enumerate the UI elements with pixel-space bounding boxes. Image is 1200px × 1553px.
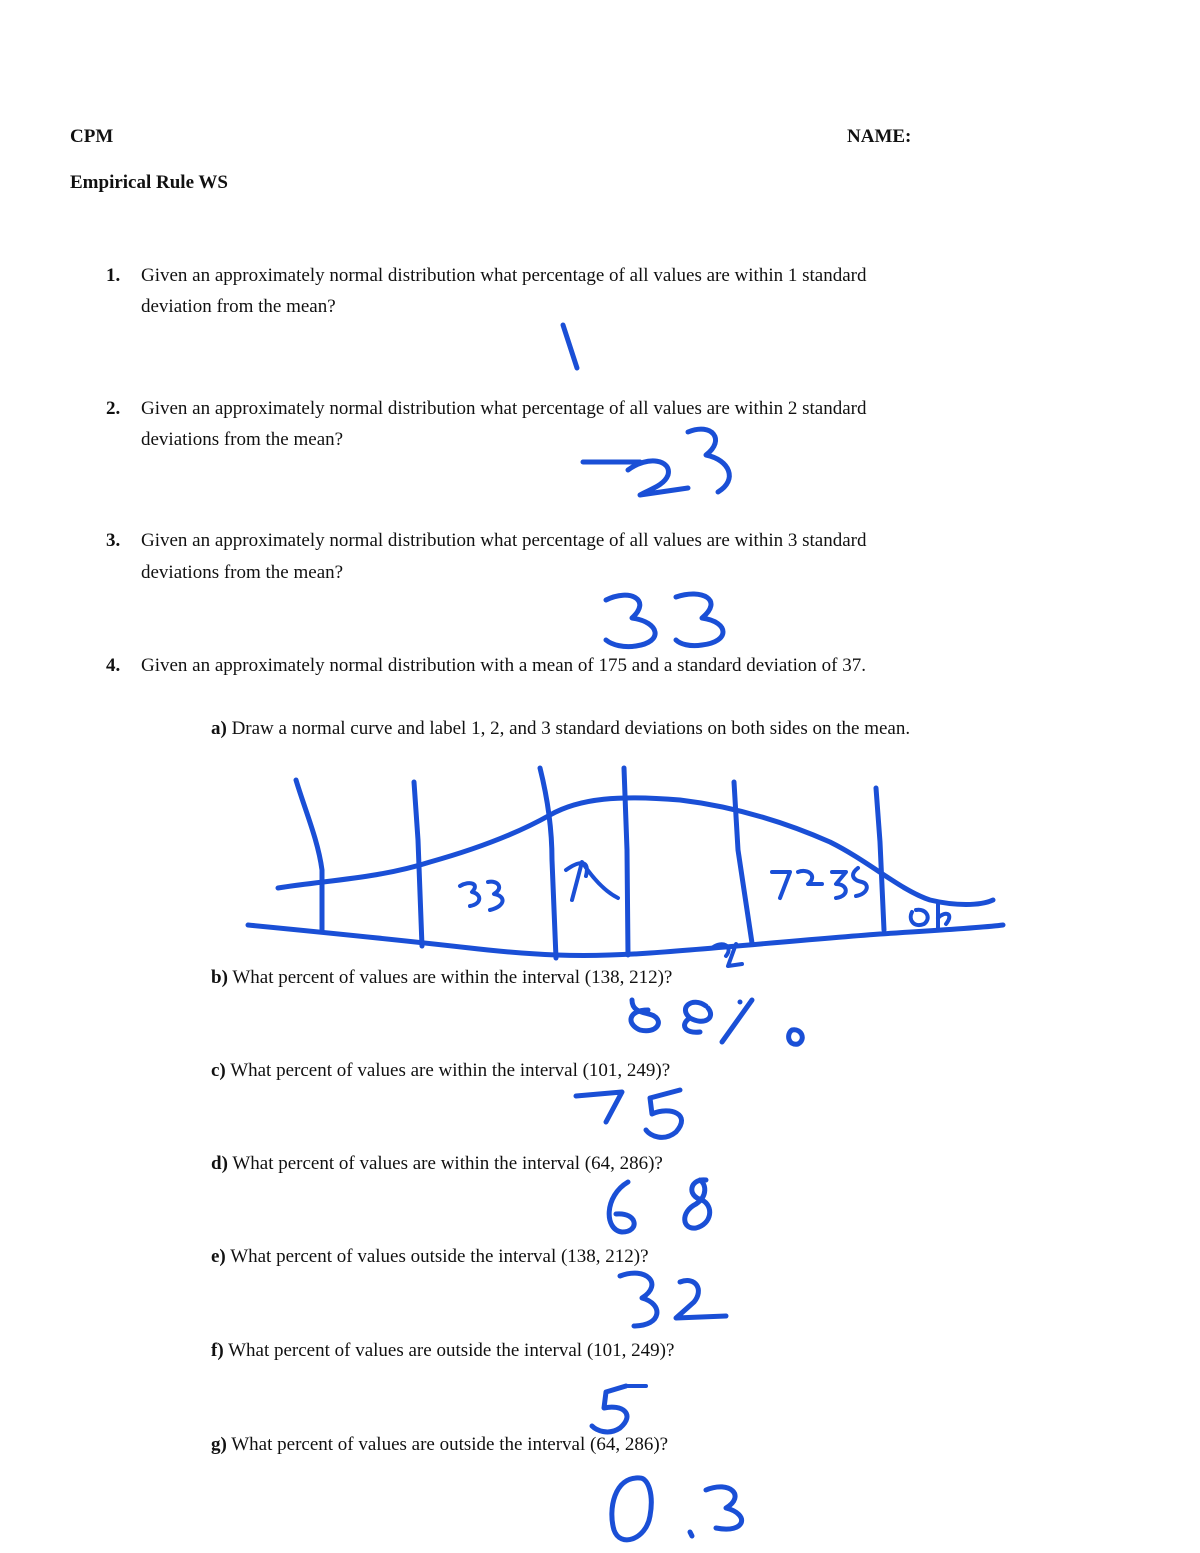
handwritten-answer-1 [563,325,577,368]
subpart-e: e) What percent of values outside the interval (138, 212)? [211,1246,649,1267]
question-text-cont: deviations from the mean? [141,562,344,583]
question-text: Given an approximately normal distribution what percentage of all values are within 3 standard [141,530,867,551]
normal-curve-sketch [248,768,1003,958]
question-number: 2. [106,398,121,419]
subpart-b: b) What percent of values are within the interval (138, 212)? [211,967,673,988]
handwritten-answer-e [620,1273,726,1326]
handwritten-answer-c [576,1090,682,1137]
question-number: 1. [106,265,121,286]
handwritten-answer-2 [583,429,729,495]
question-number: 3. [106,530,121,551]
subpart-d: d) What percent of values are within the interval (64, 286)? [211,1153,663,1174]
worksheet-title: Empirical Rule WS [70,172,228,193]
name-label: NAME: [847,126,912,147]
subpart-a: a) Draw a normal curve and label 1, 2, and 3 standard deviations on both sides on the mean. [211,718,911,739]
question-text: Given an approximately normal distribution with a mean of 175 and a standard deviation of 37. [141,655,866,676]
question-text: Given an approximately normal distribution what percentage of all values are within 1 standard [141,265,867,286]
question-text-cont: deviation from the mean? [141,296,336,317]
question-text: Given an approximately normal distribution what percentage of all values are within 2 standard [141,398,867,419]
handwritten-answer-f [592,1386,646,1432]
handwritten-answer-3 [606,594,723,647]
subpart-f: f) What percent of values are outside the interval (101, 249)? [211,1340,675,1361]
question-number: 4. [106,655,121,676]
subpart-g: g) What percent of values are outside the interval (64, 286)? [211,1434,669,1455]
subpart-c: c) What percent of values are within the interval (101, 249)? [211,1060,671,1081]
handwritten-answer-d [609,1180,710,1232]
handwritten-answer-g [612,1478,742,1540]
handwritten-answer-b [631,944,802,1044]
course-label: CPM [70,126,114,147]
question-text-cont: deviations from the mean? [141,429,344,450]
